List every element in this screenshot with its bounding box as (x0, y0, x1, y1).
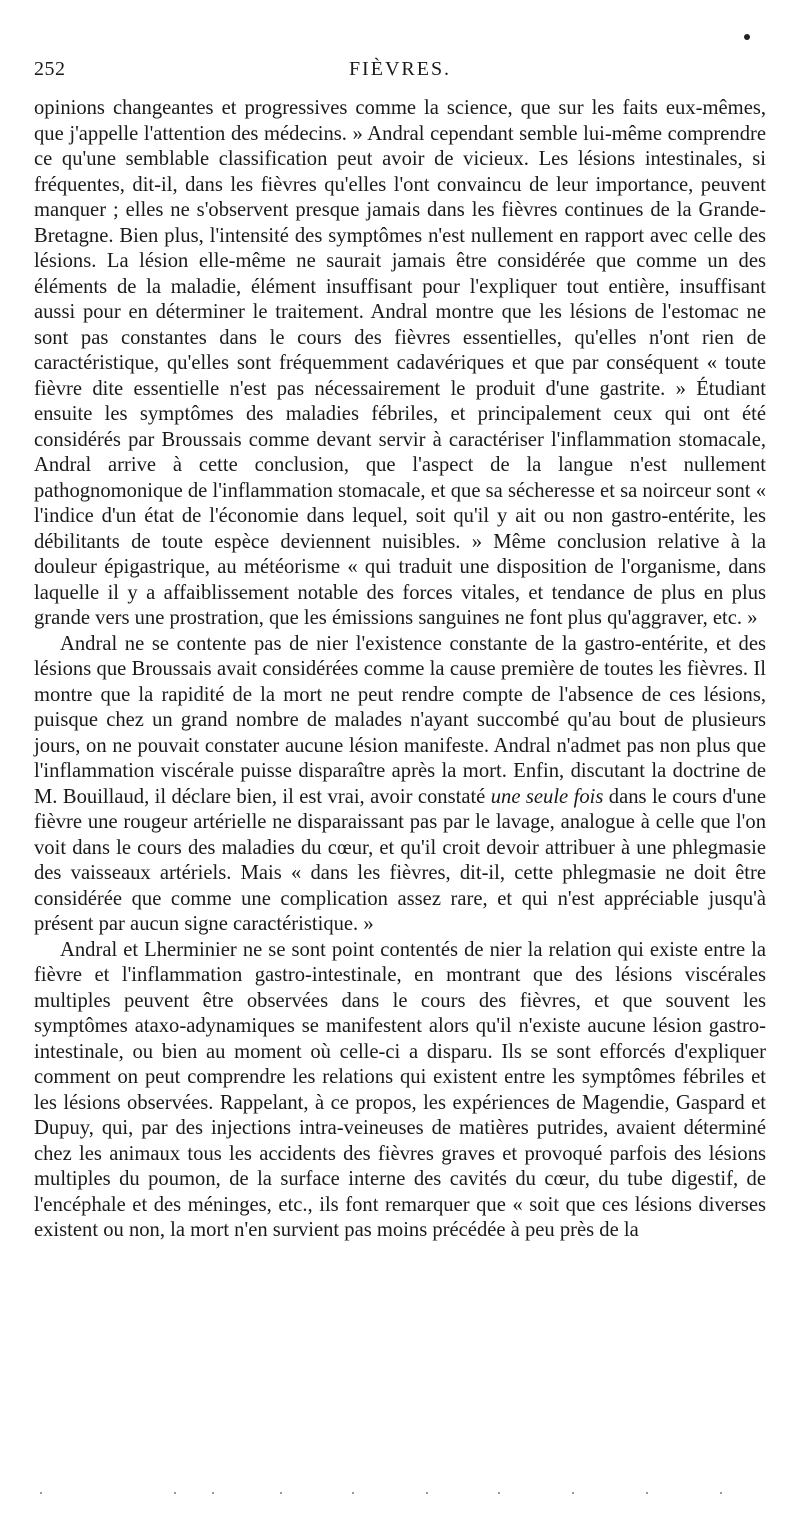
bottom-specks (34, 1492, 766, 1500)
running-title: FIÈVRES. (348, 58, 452, 80)
speck (720, 1492, 722, 1494)
speck (280, 1492, 282, 1494)
speck (40, 1492, 42, 1494)
speck (352, 1492, 354, 1494)
paragraph (34, 96, 766, 632)
speck (174, 1492, 176, 1494)
text-run: opinions changeantes et progressives comme la science, que sur les faits eux-mêmes, que j'appelle l'attention des médecins. » Andral cependant semble lui-même comprendre ce qu'une semblable classification peut avoir de vicieux. Les lésions intestinales, si fréquentes, dit-il, dans les fièvres qu'elles l'ont convaincu de leur importance, peuvent manquer ; elles ne s'observent presque jamais dans les fièvres continues de la Grande-Bretagne. Bien plus, l'intensité des symptômes n'est nullement en rapport avec celle des lésions. La lésion elle-même ne saurait jamais être considérée que comme un des éléments de la maladie, élément insuffisant pour l'expliquer tout entière, insuffisant aussi pour en déterminer le traitement. Andral montre que les lésions de l'estomac ne sont pas constantes dans le cours des fièvres essentielles, qu'elles n'ont rien de caractéristique, qu'elles sont fréquemment cadavériques et que par conséquent « toute fièvre dite essentielle n'est pas nécessairement le produit d'une gastrite. » Étudiant ensuite les symptômes des maladies fébriles, et principalement ceux qui ont été considérés par Broussais comme devant servir à caractériser l'inflammation stomacale, Andral arrive à cette conclusion, que l'aspect de la langue n'est nullement pathognomonique de l'inflammation stomacale, et que sa sécheresse et sa noirceur sont « l'indice d'un état de l'économie dans lequel, soit qu'il y ait ou non gastro-entérite, les débilitants de toute espèce deviennent nuisibles. » Même conclusion relative à la douleur épigastrique, au météorisme « qui traduit une disposition de l'organisme, dans laquelle il y a affaiblissement notable des forces vitales, et tendance de plus en plus grande vers une prostration, que les émissions sanguines ne font plus qu'aggraver, etc. » (34, 97, 766, 629)
speck (646, 1492, 648, 1494)
page-number: 252 (34, 58, 66, 80)
text-run: Andral ne se contente pas de nier l'existence constante de la gastro-entérite, et des lésions que Broussais avait considérées comme la cause première de toutes les fièvres. Il montre que la rapidité de la mort ne peut rendre compte de l'absence de ces lésions, puisque chez un grand nombre de malades n'ayant succombé qu'au bout de plusieurs jours, on ne pouvait constater aucune lésion manifeste. Andral n'admet pas non plus que l'inflammation viscérale puisse disparaître après la mort. Enfin, discutant la doctrine de M. Bouillaud, il déclare bien, il est vrai, avoir constaté (34, 632, 766, 808)
text-run: Andral et Lherminier ne se sont point contentés de nier la relation qui existe entre la fièvre et l'inflammation gastro-intestinale, en montrant que des lésions viscérales multiples peuvent être observées dans le cours des fièvres, et que souvent les symptômes ataxo-adynamiques se manifestent alors qu'il n'existe aucune lésion gastro-intestinale, ou bien au moment où celle-ci a disparu. Ils se sont efforcés d'expliquer comment on peut comprendre les relations qui existent entre les symptômes fébriles et les lésions observées. Rappelant, à ce propos, les expériences de Magendie, Gaspard et Dupuy, qui, par des injections intra-veineuses de matières putrides, avaient déterminé chez les animaux tous les accidents des fièvres graves et provoqué parfois des lésions multiples du poumon, de la surface interne des cavités du cœur, du tube digestif, de l'encéphale et des méninges, etc., ils font remarquer que « soit que ces lésions diverses existent ou non, la mort n'en survient pas moins précédée à peu près de la (34, 938, 766, 1241)
paragraph (34, 632, 766, 938)
paragraph (34, 938, 766, 1244)
page-header (34, 58, 766, 88)
italic-text: une seule fois (490, 785, 604, 808)
text-run: dans le cours d'une fièvre une rougeur artérielle ne disparaissant pas par le lavage, analogue à celle que l'on voit dans le cours des maladies du cœur, et qu'il croit devoir attribuer à une phlegmasie des vaisseaux artériels. Mais « dans les fièvres, dit-il, cette phlegmasie ne doit être considérée que comme une complication assez rare, et qui n'est appréciable jusqu'à présent par aucun signe caractéristique. » (34, 785, 766, 935)
speck (426, 1492, 428, 1494)
speck (498, 1492, 500, 1494)
body-text (34, 96, 766, 1244)
speck (212, 1492, 214, 1494)
ink-dot (744, 34, 750, 40)
speck (572, 1492, 574, 1494)
